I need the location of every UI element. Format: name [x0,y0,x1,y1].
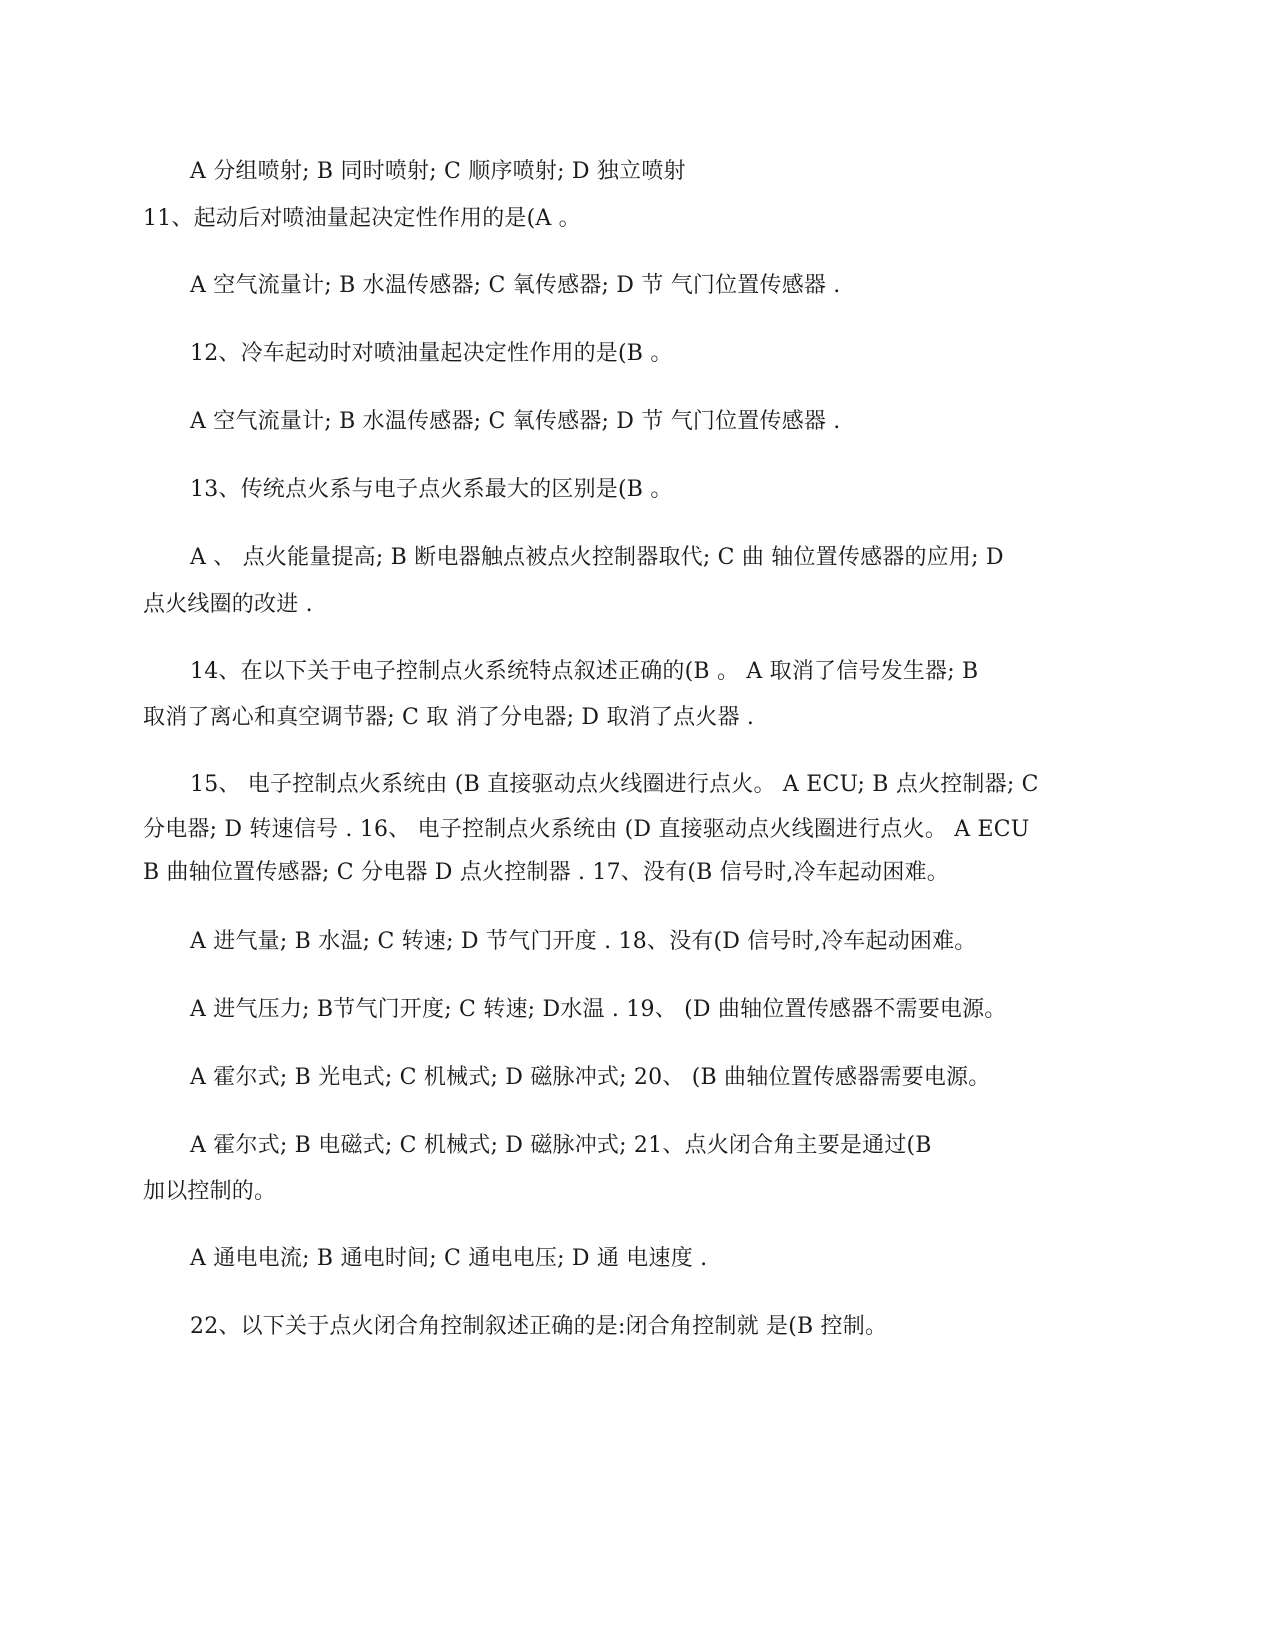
text-line: A 进气量; B 水温; C 转速; D 节气门开度 . 18、没有(D 信号时,冷车起动困难。 [190,929,977,954]
question-15: 15、 电子控制点火系统由 (B 直接驱动点火线圈进行点火。 A ECU; B 点火控制器; C [190,772,1039,797]
text-line: A 空气流量计; B 水温传感器; C 氧传感器; D 节 气门位置传感器 . [190,409,841,434]
text-line: A 霍尔式; B 电磁式; C 机械式; D 磁脉冲式; 21、点火闭合角主要是通过(B [190,1133,932,1158]
question-22: 22、以下关于点火闭合角控制叙述正确的是:闭合角控制就 是(B 控制。 [190,1314,888,1339]
question-12: 12、冷车起动时对喷油量起决定性作用的是(B 。 [190,341,673,366]
text-line: 取消了离心和真空调节器; C 取 消了分电器; D 取消了点火器 . [143,705,755,730]
text-line: A 空气流量计; B 水温传感器; C 氧传感器; D 节 气门位置传感器 . [190,273,841,298]
text-line: A 、 点火能量提高; B 断电器触点被点火控制器取代; C 曲 轴位置传感器的应用; D [190,545,1004,570]
text-line: A 进气压力; B节气门开度; C 转速; D水温 . 19、 (D 曲轴位置传感器不需要电源。 [190,997,1007,1022]
text-line: B 曲轴位置传感器; C 分电器 D 点火控制器 . 17、没有(B 信号时,冷车起动困难。 [143,860,949,885]
question-13: 13、传统点火系与电子点火系最大的区别是(B 。 [190,477,673,502]
text-line: A 通电电流; B 通电时间; C 通电电压; D 通 电速度 . [190,1246,708,1271]
question-11: 11、起动后对喷油量起决定性作用的是(A 。 [143,206,581,231]
text-line: A 分组喷射; B 同时喷射; C 顺序喷射; D 独立喷射 [190,159,686,184]
text-line: 加以控制的。 [143,1179,277,1204]
question-14: 14、在以下关于电子控制点火系统特点叙述正确的(B 。 A 取消了信号发生器; B [190,659,979,684]
text-line: 点火线圈的改进 . [143,592,313,617]
text-line: A 霍尔式; B 光电式; C 机械式; D 磁脉冲式; 20、 (B 曲轴位置传感器需要电源。 [190,1065,991,1090]
text-line: 分电器; D 转速信号 . 16、 电子控制点火系统由 (D 直接驱动点火线圈进行点火。 A ECU [143,817,1030,842]
